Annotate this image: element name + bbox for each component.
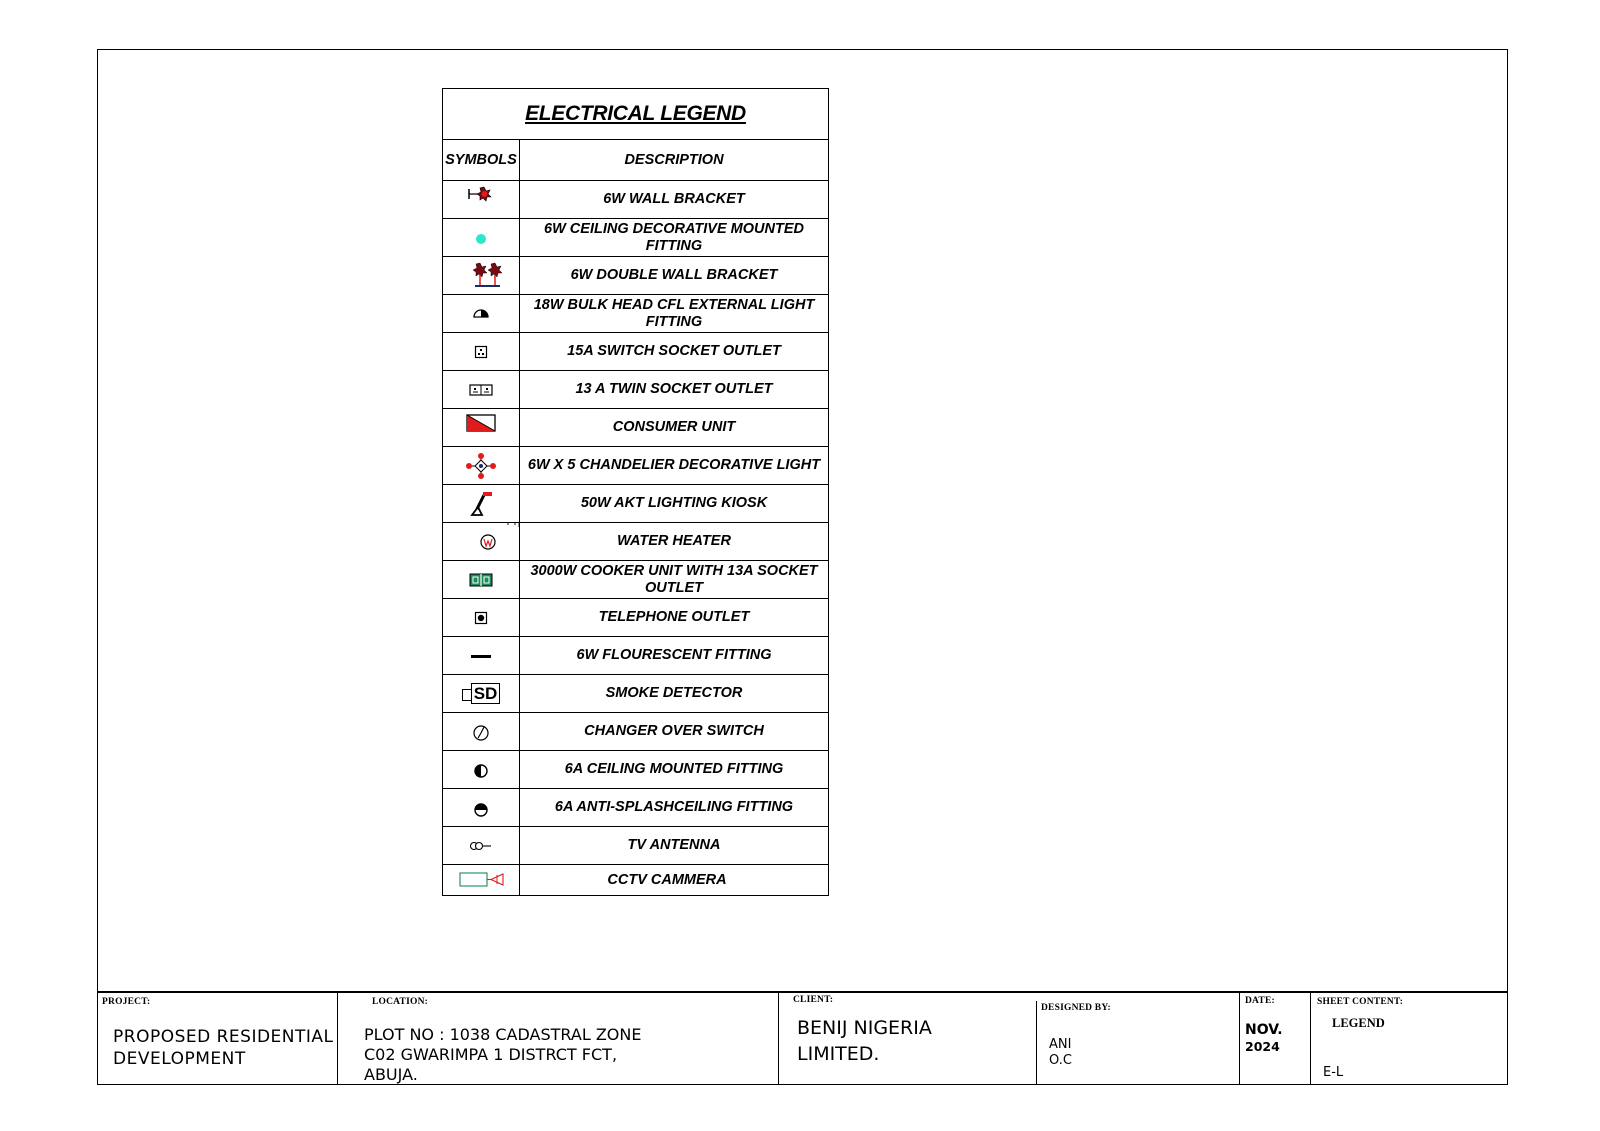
- legend-row: [443, 371, 828, 409]
- legend-row: [443, 333, 828, 371]
- date-cell: [1239, 993, 1310, 1085]
- legend-header-row: [443, 140, 828, 181]
- legend-description: TELEPHONE OUTLET: [598, 609, 750, 625]
- legend-description: 50W AKT LIGHTING KIOSK: [580, 495, 768, 511]
- client-line-1: BENIJ NIGERIA: [797, 1017, 932, 1039]
- legend-row: [443, 827, 828, 865]
- legend-description: CONSUMER UNIT: [612, 419, 736, 435]
- legend-row: [443, 865, 828, 895]
- legend-description: CHANGER OVER SWITCH: [584, 723, 764, 739]
- project-cell: [97, 993, 337, 1085]
- cooker-unit-icon: [443, 561, 520, 598]
- tv-antenna-icon: [443, 827, 520, 864]
- date-line-1: NOV.: [1245, 1022, 1283, 1038]
- sheet-content-cell: [1310, 993, 1506, 1085]
- legend-description: SMOKE DETECTOR: [605, 685, 743, 701]
- legend-description: TV ANTENNA: [627, 837, 721, 853]
- legend-description: 6A CEILING MOUNTED FITTING: [564, 761, 784, 777]
- telephone-outlet-icon: [443, 599, 520, 636]
- legend-description: 6A ANTI-SPLASHCEILING FITTING: [554, 799, 794, 815]
- legend-description: 18W BULK HEAD CFL EXTERNAL LIGHT FITTING: [533, 296, 815, 330]
- legend-row: [443, 561, 828, 599]
- location-line-1: PLOT NO : 1038 CADASTRAL ZONE: [364, 1025, 642, 1044]
- project-line-2: DEVELOPMENT: [113, 1049, 246, 1069]
- legend-title-row: [443, 89, 828, 140]
- legend-description: CCTV CAMMERA: [607, 871, 727, 888]
- legend-description: 13 A TWIN SOCKET OUTLET: [575, 381, 773, 397]
- fluorescent-fitting-icon: [443, 637, 520, 674]
- location-line-2: C02 GWARIMPA 1 DISTRCT FCT,: [364, 1045, 618, 1064]
- location-cell: [337, 993, 778, 1085]
- legend-row: [443, 257, 828, 295]
- location-label: LOCATION:: [372, 997, 428, 1007]
- sheet-content-label: SHEET CONTENT:: [1317, 997, 1404, 1007]
- title-block: [97, 991, 1508, 1085]
- legend-row: [443, 789, 828, 827]
- client-label: CLIENT:: [793, 995, 834, 1005]
- description-column-header: DESCRIPTION: [624, 151, 724, 168]
- legend-row: [443, 219, 828, 257]
- legend-row: [443, 751, 828, 789]
- sheet-content-value: LEGEND: [1332, 1016, 1385, 1030]
- date-line-2: 2024: [1245, 1039, 1280, 1054]
- legend-row: [443, 675, 828, 713]
- electrical-legend-table: [442, 88, 829, 896]
- consumer-unit-icon: [443, 409, 520, 446]
- legend-description: WATER HEATER: [617, 533, 731, 549]
- client-line-2: LIMITED.: [797, 1043, 880, 1065]
- legend-row: [443, 409, 828, 447]
- twin-socket-icon: [443, 371, 520, 408]
- legend-description: 3000W COOKER UNIT WITH 13A SOCKET OUTLET: [530, 562, 818, 596]
- date-label: DATE:: [1245, 996, 1275, 1006]
- project-label: PROJECT:: [102, 997, 151, 1007]
- legend-row: [443, 599, 828, 637]
- legend-row: [443, 637, 828, 675]
- bulk-head-light-icon: [443, 295, 520, 332]
- smoke-detector-symbol-text: SD: [471, 683, 501, 704]
- lighting-kiosk-icon: [443, 485, 520, 522]
- legend-description: 6W X 5 CHANDELIER DECORATIVE LIGHT: [527, 457, 821, 473]
- legend-row: [443, 295, 828, 333]
- cctv-camera-icon: [443, 865, 520, 895]
- water-heater-icon: [443, 523, 520, 560]
- anti-splash-icon: [443, 789, 520, 826]
- designer-line-2: O.C: [1049, 1053, 1072, 1068]
- legend-description: 6W DOUBLE WALL BRACKET: [570, 267, 778, 283]
- client-cell: [778, 993, 1036, 1085]
- changeover-switch-icon: [443, 713, 520, 750]
- legend-description: 6W FLOURESCENT FITTING: [576, 647, 772, 663]
- legend-row: [443, 523, 828, 561]
- legend-row: [443, 181, 828, 219]
- legend-description: 6W CEILING DECORATIVE MOUNTED FITTING: [544, 220, 804, 254]
- legend-description: 6W WALL BRACKET: [603, 191, 745, 207]
- designer-line-1: ANI: [1049, 1037, 1072, 1052]
- wall-bracket-icon: [443, 181, 520, 218]
- location-line-3: ABUJA.: [364, 1065, 418, 1084]
- legend-row: [443, 447, 828, 485]
- ceiling-mounted-icon: [443, 751, 520, 788]
- project-line-1: PROPOSED RESIDENTIAL: [113, 1027, 334, 1047]
- stray-marks: [506, 521, 526, 527]
- legend-description: 15A SWITCH SOCKET OUTLET: [567, 343, 781, 359]
- legend-row: [443, 713, 828, 751]
- double-wall-bracket-icon: [443, 257, 520, 294]
- designed-by-label: DESIGNED BY:: [1041, 1003, 1111, 1013]
- chandelier-icon: [443, 447, 520, 484]
- designed-by-cell: [1036, 1001, 1239, 1085]
- switch-socket-icon: [443, 333, 520, 370]
- legend-title: ELECTRICAL LEGEND: [525, 102, 746, 125]
- smoke-detector-icon: [443, 675, 520, 712]
- ceiling-decorative-icon: [443, 219, 520, 256]
- legend-row: [443, 485, 828, 523]
- sheet-code: E-L: [1323, 1065, 1344, 1080]
- symbols-column-header: SYMBOLS: [443, 140, 520, 180]
